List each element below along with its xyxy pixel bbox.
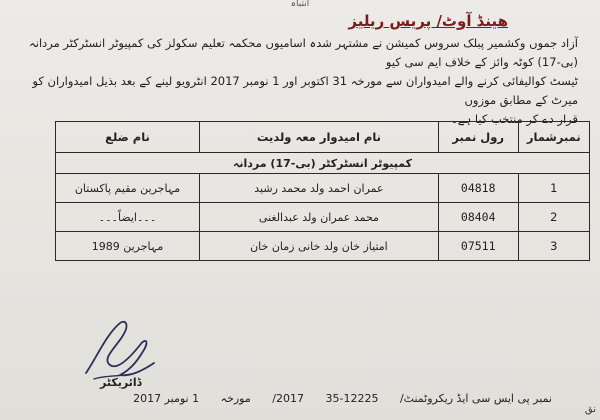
table-row — [56, 232, 590, 261]
announcement-paragraph — [18, 34, 578, 129]
row-roll-number: 08404 — [438, 203, 518, 232]
row-serial: 2 — [518, 203, 589, 232]
date-label: مورخہ — [220, 392, 251, 405]
date-value: 1 نومبر 2017 — [133, 392, 200, 405]
row-district: مہاجرین 1989 — [56, 232, 200, 261]
row-candidate-name: امتیاز خان ولد خانی زمان خان — [199, 232, 438, 261]
reference-number: 12225-35 — [325, 392, 379, 405]
announcement-line-1: آزاد جموں وکشمیر پبلک سروس کمیشن نے مشتہر شدہ اسامیوں محکمہ تعلیم سکولز کی کمپیوٹر انسٹرکٹر مردانہ (بی-17) کوٹہ وائز کے خلاف ایم سی کیو — [29, 36, 578, 69]
reference-footer — [115, 392, 552, 405]
director-designation: ڈائریکٹر — [100, 376, 142, 389]
table-row — [56, 174, 590, 203]
press-release-heading: ھینڈ آوٹ/ پریس ریلیز — [348, 12, 508, 30]
row-roll-number: 04818 — [438, 174, 518, 203]
announcement-line-3: قرار دے کر منتخب کیا ہے۔ — [450, 112, 578, 126]
row-district: ۔۔۔ایضاً۔۔۔ — [56, 203, 200, 232]
table-header-row — [56, 122, 590, 153]
row-roll-number: 07511 — [438, 232, 518, 261]
post-title-row — [56, 153, 590, 174]
top-strip-text: انتباہ — [290, 0, 310, 8]
row-serial: 3 — [518, 232, 589, 261]
corner-text: نق — [584, 404, 596, 415]
post-title: کمپیوٹر انسٹرکٹر (بی-17) مردانہ — [56, 153, 590, 174]
row-candidate-name: عمران احمد ولد محمد رشید — [199, 174, 438, 203]
reference-label: نمبر پی ایس سی ایڈ ریکروٹمنٹ/ — [399, 392, 552, 405]
row-serial: 1 — [518, 174, 589, 203]
row-candidate-name: محمد عمران ولد عبدالغنی — [199, 203, 438, 232]
row-district: مہاجرین مقیم پاکستان — [56, 174, 200, 203]
header-serial: نمبرشمار — [518, 122, 589, 153]
selected-candidates-table — [55, 121, 590, 261]
header-candidate-name: نام امیدوار معہ ولدیت — [199, 122, 438, 153]
reference-year: 2017/ — [272, 392, 304, 405]
announcement-line-2: ٹیسٹ کوالیفائی کرنے والے امیدواران سے مورخہ 31 اکتوبر اور 1 نومبر 2017 انٹرویو لینے کے بعد بذیل امیدواران کو میرٹ کے مطابق موزوں — [32, 74, 578, 107]
header-roll-number: رول نمبر — [438, 122, 518, 153]
table-row — [56, 203, 590, 232]
header-district: نام ضلع — [56, 122, 200, 153]
